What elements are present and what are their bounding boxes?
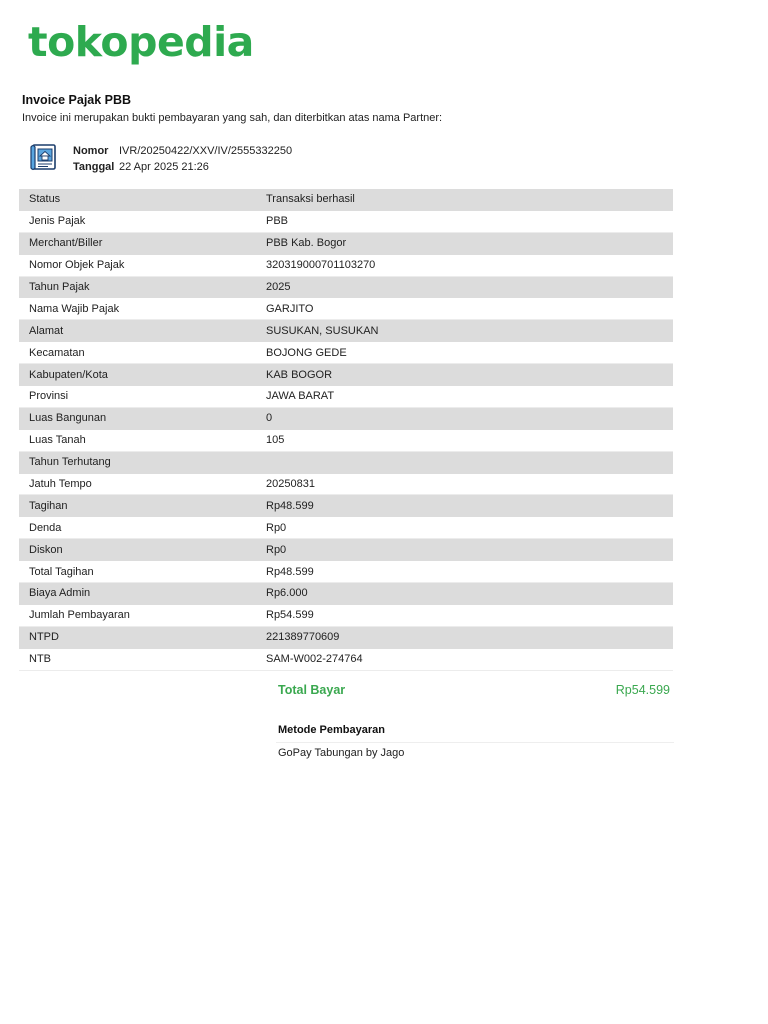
row-label: Jenis Pajak [29,215,86,228]
table-row [19,474,673,496]
tanggal-row [73,159,292,175]
payment-method-value: GoPay Tabungan by Jago [278,747,405,759]
row-label: Nama Wajib Pajak [29,302,120,315]
row-label: Diskon [29,543,63,556]
table-row [19,386,673,408]
row-label: Tahun Pajak [29,281,90,293]
row-value: PBB Kab. Bogor [266,237,347,250]
house-document-icon [28,142,60,172]
table-row [19,277,673,299]
row-value: 105 [266,434,285,447]
table-row [19,495,673,517]
row-value: Transaksi berhasil [266,193,355,206]
row-label: NTB [29,653,51,666]
row-value: Rp6.000 [266,587,308,600]
tanggal-label: Tanggal [73,161,115,173]
table-row [19,583,673,605]
row-value: Rp48.599 [266,499,314,512]
tanggal-value: 22 Apr 2025 21:26 [119,161,209,173]
table-row [19,539,673,561]
nomor-value: IVR/20250422/XXV/IV/2555332250 [119,145,293,157]
row-label: Luas Tanah [29,434,86,447]
row-value: Rp48.599 [266,565,314,578]
table-row [19,233,673,255]
row-value: GARJITO [266,302,314,315]
tokopedia-logo: tokopedia [28,18,254,66]
nomor-label: Nomor [73,145,109,157]
row-label: Status [29,193,61,206]
row-value: 0 [266,412,273,425]
table-row [19,298,673,320]
row-value: PBB [266,215,289,228]
invoice-subtitle: Invoice ini merupakan bukti pembayaran yang sah, dan diterbitkan atas nama Partner: [22,112,443,124]
table-row [19,452,673,474]
payment-divider [276,742,674,743]
row-label: Denda [29,521,62,534]
table-row [19,627,673,649]
row-label: Jumlah Pembayaran [29,609,130,622]
row-label: Total Tagihan [29,565,94,578]
row-label: Jatuh Tempo [29,478,92,491]
table-row [19,649,673,671]
invoice-meta [73,143,292,175]
total-bayar-label: Total Bayar [278,683,346,697]
table-row [19,364,673,386]
table-row [19,255,673,277]
table-row [19,517,673,539]
row-value: JAWA BARAT [266,390,335,403]
row-label: Tagihan [29,499,68,512]
row-label: Merchant/Biller [29,237,103,250]
table-row [19,320,673,342]
row-value: Rp54.599 [266,609,314,622]
row-label: Luas Bangunan [29,412,107,425]
table-row [19,408,673,430]
row-value: SAM-W002-274764 [266,653,363,666]
row-label: Provinsi [29,390,69,403]
row-value: KAB BOGOR [266,368,333,381]
table-row [19,342,673,364]
row-value: 221389770609 [266,631,340,644]
row-value: 2025 [266,281,291,293]
table-row [19,605,673,627]
row-value: Rp0 [266,521,287,534]
table-row [19,430,673,452]
row-value: Rp0 [266,543,287,556]
row-label: Kabupaten/Kota [29,368,108,381]
row-value: BOJONG GEDE [266,346,347,359]
total-bayar-value: Rp54.599 [615,683,670,697]
nomor-row [73,143,292,159]
row-label: Biaya Admin [29,587,91,600]
row-value: 320319000701103270 [266,259,376,272]
payment-method-heading: Metode Pembayaran [278,724,385,736]
table-row [19,211,673,233]
row-label: NTPD [29,631,59,644]
row-value: 20250831 [266,478,315,491]
row-value: SUSUKAN, SUSUKAN [266,324,379,337]
table-row [19,561,673,583]
invoice-title: Invoice Pajak PBB [22,93,132,107]
row-label: Kecamatan [29,346,85,359]
invoice-details-table [19,189,673,671]
row-label: Tahun Terhutang [29,456,111,469]
row-label: Alamat [29,324,64,337]
row-label: Nomor Objek Pajak [29,259,125,272]
table-row [19,189,673,211]
